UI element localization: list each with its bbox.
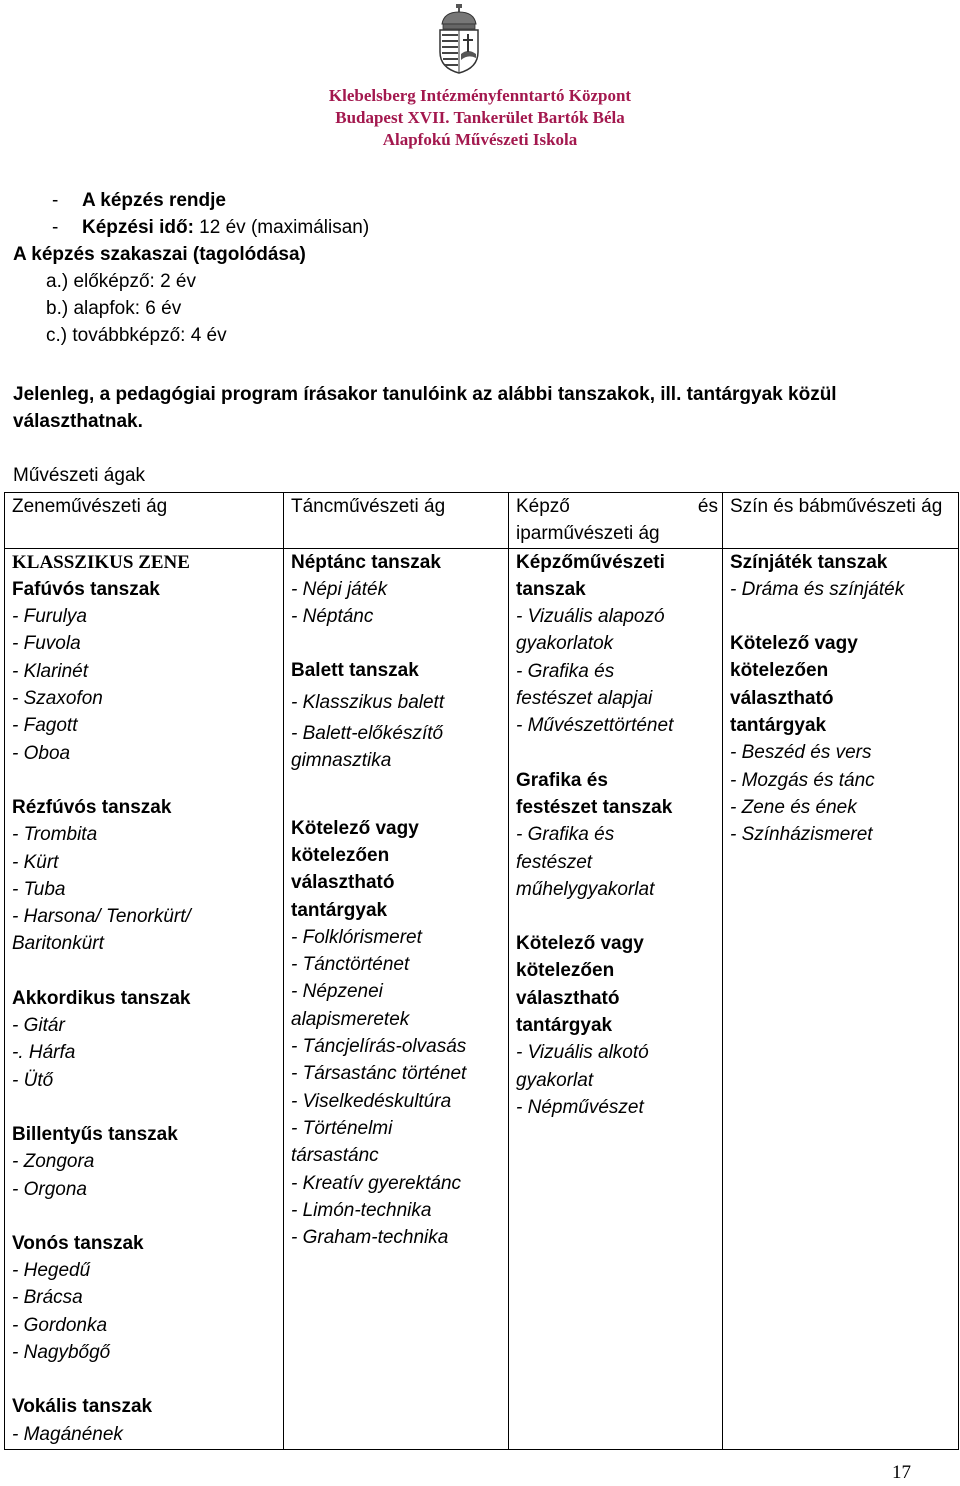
woodwind-title: Fafúvós tanszak [12, 578, 160, 600]
music-column [5, 548, 284, 1449]
graphic-title: festészet tanszak [516, 796, 673, 818]
list-item: - Néptánc [291, 606, 374, 628]
header-dance: Táncművészeti ág [284, 493, 509, 549]
dance-column [284, 548, 509, 1449]
list-item: festészet [516, 851, 593, 873]
training-order-dash: - [52, 190, 59, 211]
list-item: - Orgona [12, 1178, 87, 1200]
list-item: - Népzenei [291, 981, 383, 1003]
list-item: - Grafika és [516, 660, 615, 682]
list-item: festészet alapjai [516, 688, 653, 710]
list-item: - Vizuális alapozó [516, 606, 665, 628]
list-item: gimnasztika [291, 750, 392, 772]
list-item: - Kreatív gyerektánc [291, 1172, 462, 1194]
institution-name-line-2: Budapest XVII. Tankerület Bartók Béla [335, 108, 625, 127]
list-item: - Ütő [12, 1069, 54, 1091]
page-number: 17 [892, 1462, 911, 1483]
list-item: - Színházismeret [730, 824, 873, 846]
list-item: - Társastánc történet [291, 1063, 467, 1085]
art-branches-table [4, 492, 959, 1450]
list-item: - Nagybőgő [12, 1342, 111, 1364]
graphic-title: Grafika és [516, 769, 608, 791]
header-music: Zeneművészeti ág [5, 493, 284, 549]
chord-title: Akkordikus tanszak [12, 987, 191, 1009]
list-item: - Történelmi [291, 1117, 393, 1139]
header-visual-part1: Képző [516, 496, 570, 517]
list-item: - Mozgás és tánc [730, 769, 875, 791]
dance-compulsory-title: Kötelező vagy [291, 817, 419, 839]
visual-column [509, 548, 723, 1449]
dance-compulsory-title: tantárgyak [291, 899, 388, 921]
training-duration [82, 214, 369, 241]
list-item: - Hegedű [12, 1260, 91, 1282]
list-item: - Beszéd és vers [730, 742, 872, 764]
training-stage: b.) alapfok: 6 év [46, 298, 182, 319]
header-visual [509, 493, 723, 549]
visual-compulsory-title: tantárgyak [516, 1015, 613, 1037]
institution-name-line-1: Klebelsberg Intézményfenntartó Központ [328, 86, 632, 105]
visual-compulsory-title: kötelezően [516, 960, 615, 982]
list-item: - Művészettörténet [516, 715, 674, 737]
list-item: - Balett-előkészítő [291, 723, 444, 745]
list-item: - Tánctörténet [291, 954, 410, 976]
list-item: - Kürt [12, 851, 59, 873]
dance-compulsory-title: választható [291, 872, 395, 894]
list-item: gyakorlat [516, 1069, 594, 1091]
list-item: - Oboa [12, 742, 71, 764]
training-stages-title: A képzés szakaszai (tagolódása) [13, 244, 306, 265]
hungarian-coat-of-arms-icon [436, 4, 482, 74]
list-item: társastánc [291, 1145, 379, 1167]
list-item: - Magánének [12, 1423, 123, 1445]
fine-arts-title: tanszak [516, 578, 586, 600]
list-item: - Táncjelírás-olvasás [291, 1036, 467, 1058]
list-item: - Klarinét [12, 660, 89, 682]
dance-compulsory-title: kötelezően [291, 844, 390, 866]
training-duration-dash: - [52, 217, 59, 238]
table-content-row [5, 548, 959, 1449]
keyboard-title: Billentyűs tanszak [12, 1123, 178, 1145]
list-item: -. Hárfa [12, 1042, 76, 1064]
training-stage: a.) előképző: 2 év [46, 271, 196, 292]
list-item: - Zene és ének [730, 796, 857, 818]
intro-paragraph: Jelenleg, a pedagógiai program írásakor tanulóink az alábbi tanszakok, ill. tantárgyak közül választhatnak. [13, 384, 837, 432]
list-item: gyakorlatok [516, 633, 614, 655]
list-item: műhelygyakorlat [516, 878, 655, 900]
list-item: - Klasszikus balett [291, 691, 445, 713]
list-item: - Fagott [12, 715, 78, 737]
drama-title: Színjáték tanszak [730, 551, 888, 573]
list-item: - Gordonka [12, 1314, 108, 1336]
training-duration-value: 12 év (maximálisan) [193, 217, 370, 238]
header-visual-part3: iparművészeti ág [516, 523, 660, 545]
strings-title: Vonós tanszak [12, 1232, 144, 1254]
header-theatre: Szín és bábművészeti ág [723, 493, 959, 549]
list-item: - Dráma és színjáték [730, 578, 905, 600]
training-duration-label: Képzési idő: [82, 217, 194, 238]
list-item: - Népművészet [516, 1096, 644, 1118]
brass-title: Rézfúvós tanszak [12, 796, 172, 818]
folk-dance-title: Néptánc tanszak [291, 551, 441, 573]
section-title: Művészeti ágak [13, 465, 146, 486]
list-item: - Trombita [12, 824, 98, 846]
theatre-column [723, 548, 959, 1449]
theatre-compulsory-title: kötelezően [730, 660, 829, 682]
theatre-compulsory-title: tantárgyak [730, 715, 827, 737]
institution-name-line-3: Alapfokú Művészeti Iskola [382, 130, 578, 149]
visual-compulsory-title: Kötelező vagy [516, 933, 644, 955]
list-item: - Fuvola [12, 633, 81, 655]
list-item: - Graham-technika [291, 1227, 449, 1249]
list-item: - Limón-technika [291, 1199, 432, 1221]
table-header-row [5, 493, 959, 549]
fine-arts-title: Képzőművészeti [516, 551, 665, 573]
list-item: - Viselkedéskultúra [291, 1090, 452, 1112]
list-item: - Furulya [12, 606, 87, 628]
list-item: Baritonkürt [12, 933, 104, 955]
header-visual-part2: és [697, 496, 718, 517]
list-item: - Vizuális alkotó [516, 1042, 649, 1064]
visual-compulsory-title: választható [516, 987, 620, 1009]
list-item: alapismeretek [291, 1008, 410, 1030]
list-item: - Brácsa [12, 1287, 83, 1309]
ballet-title: Balett tanszak [291, 660, 419, 682]
training-order-heading: A képzés rendje [82, 190, 226, 211]
list-item: - Zongora [12, 1151, 95, 1173]
list-item: - Gitár [12, 1015, 65, 1037]
list-item: - Grafika és [516, 824, 615, 846]
vocal-title: Vokális tanszak [12, 1396, 153, 1418]
training-stage: c.) továbbképző: 4 év [46, 325, 227, 346]
classical-music-heading: KLASSZIKUS ZENE [12, 551, 190, 573]
list-item: - Tuba [12, 878, 66, 900]
list-item: - Népi játék [291, 578, 388, 600]
list-item: - Folklórismeret [291, 926, 422, 948]
list-item: - Szaxofon [12, 688, 103, 710]
theatre-compulsory-title: Kötelező vagy [730, 633, 858, 655]
theatre-compulsory-title: választható [730, 687, 834, 709]
list-item: - Harsona/ Tenorkürt/ [12, 906, 191, 928]
